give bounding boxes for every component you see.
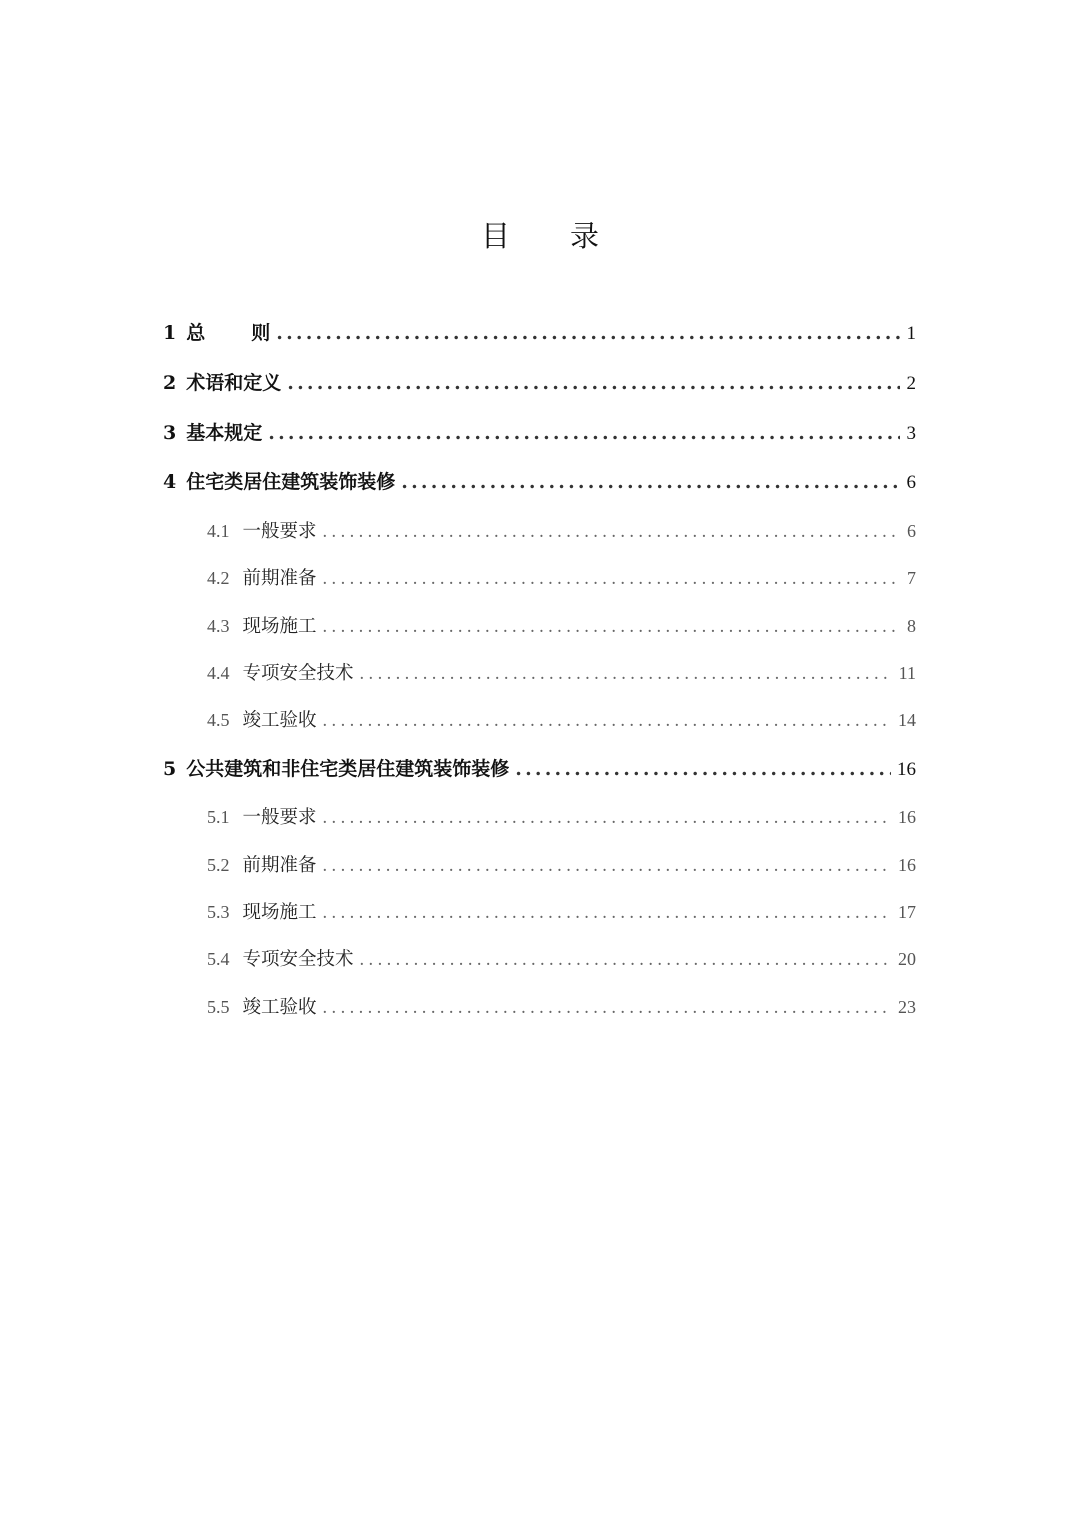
toc-page-number: 1 — [906, 323, 916, 344]
toc-entry-section-5-1[interactable] — [163, 803, 916, 850]
toc-page-number: 16 — [898, 854, 916, 875]
toc-label: 术语和定义 — [186, 371, 282, 394]
toc-label: 专项安全技术 — [242, 663, 354, 685]
toc-page-number: 3 — [906, 422, 916, 444]
toc-label: 住宅类居住建筑装饰装修 — [186, 471, 396, 494]
toc-page-number: 6 — [906, 472, 916, 494]
toc-leader-dots — [276, 322, 900, 344]
toc-leader-dots — [323, 998, 892, 1019]
toc-entry-chapter-1[interactable] — [163, 318, 916, 368]
toc-number: 4.5 — [207, 710, 230, 731]
toc-page-number: 11 — [898, 663, 916, 684]
toc-page-number: 2 — [906, 372, 916, 394]
title-char-1: 目 — [480, 219, 510, 253]
toc-leader-dots — [323, 522, 900, 543]
toc-number: 4.4 — [207, 663, 230, 684]
toc-number: 3 — [163, 421, 177, 444]
toc-label: 一般要求 — [242, 807, 317, 829]
toc-leader-dots — [360, 950, 892, 971]
toc-leader-dots — [323, 903, 892, 924]
toc-page-number: 16 — [898, 807, 916, 828]
toc-number: 4.1 — [207, 521, 230, 542]
toc-label: 专项安全技术 — [242, 949, 354, 971]
toc-leader-dots — [323, 569, 900, 590]
toc-leader-dots — [323, 808, 892, 829]
toc-leader-dots — [323, 856, 892, 877]
toc-label: 前期准备 — [242, 568, 317, 590]
toc-number: 5.5 — [207, 996, 230, 1017]
toc-label — [186, 318, 270, 345]
toc-number: 5.2 — [207, 854, 230, 875]
toc-number: 5.3 — [207, 902, 230, 923]
toc-leader-dots — [515, 758, 891, 780]
toc-entry-section-4-2[interactable] — [163, 564, 916, 611]
toc-number: 1 — [163, 322, 177, 344]
toc-entry-chapter-4[interactable] — [163, 467, 916, 517]
table-of-contents — [163, 318, 916, 1040]
toc-label: 竣工验收 — [242, 996, 317, 1018]
toc-label: 前期准备 — [242, 854, 317, 876]
toc-leader-dots — [323, 617, 900, 638]
toc-leader-dots — [360, 664, 893, 685]
toc-leader-dots — [401, 471, 900, 493]
toc-page-number: 8 — [907, 615, 916, 636]
toc-leader-dots — [268, 422, 900, 444]
toc-entry-section-5-4[interactable] — [163, 945, 916, 992]
toc-entry-section-5-3[interactable] — [163, 898, 916, 945]
toc-entry-section-4-4[interactable] — [163, 659, 916, 706]
toc-entry-section-4-5[interactable] — [163, 706, 916, 753]
toc-page-number: 7 — [907, 568, 916, 589]
toc-label-part: 则 — [251, 322, 271, 344]
toc-page-number: 14 — [898, 710, 916, 731]
toc-number: 4 — [163, 471, 177, 494]
toc-label: 现场施工 — [242, 902, 317, 924]
toc-number: 5.4 — [207, 949, 230, 970]
toc-page-number: 6 — [907, 521, 916, 542]
toc-label: 公共建筑和非住宅类居住建筑装饰装修 — [186, 757, 510, 780]
toc-label: 竣工验收 — [242, 710, 317, 732]
toc-leader-dots — [323, 711, 892, 732]
toc-entry-chapter-3[interactable] — [163, 418, 916, 468]
toc-label-part: 总 — [186, 322, 206, 344]
toc-page-number: 23 — [898, 996, 916, 1017]
toc-leader-dots — [287, 372, 900, 394]
toc-page-number: 20 — [898, 949, 916, 970]
toc-entry-chapter-5[interactable] — [163, 754, 916, 804]
toc-number: 2 — [163, 371, 177, 394]
page-title — [0, 214, 1080, 255]
toc-entry-section-5-5[interactable] — [163, 993, 916, 1040]
toc-entry-chapter-2[interactable] — [163, 368, 916, 418]
toc-number: 5 — [163, 757, 177, 780]
toc-entry-section-5-2[interactable] — [163, 851, 916, 898]
title-char-2: 录 — [570, 219, 600, 253]
toc-number: 4.2 — [207, 568, 230, 589]
toc-label: 现场施工 — [242, 615, 317, 637]
toc-entry-section-4-3[interactable] — [163, 612, 916, 659]
toc-label: 基本规定 — [186, 421, 263, 444]
toc-page-number: 17 — [898, 902, 916, 923]
toc-number: 5.1 — [207, 807, 230, 828]
toc-label: 一般要求 — [242, 521, 317, 543]
toc-entry-section-4-1[interactable] — [163, 517, 916, 564]
toc-number: 4.3 — [207, 615, 230, 636]
toc-page-number: 16 — [897, 758, 916, 780]
